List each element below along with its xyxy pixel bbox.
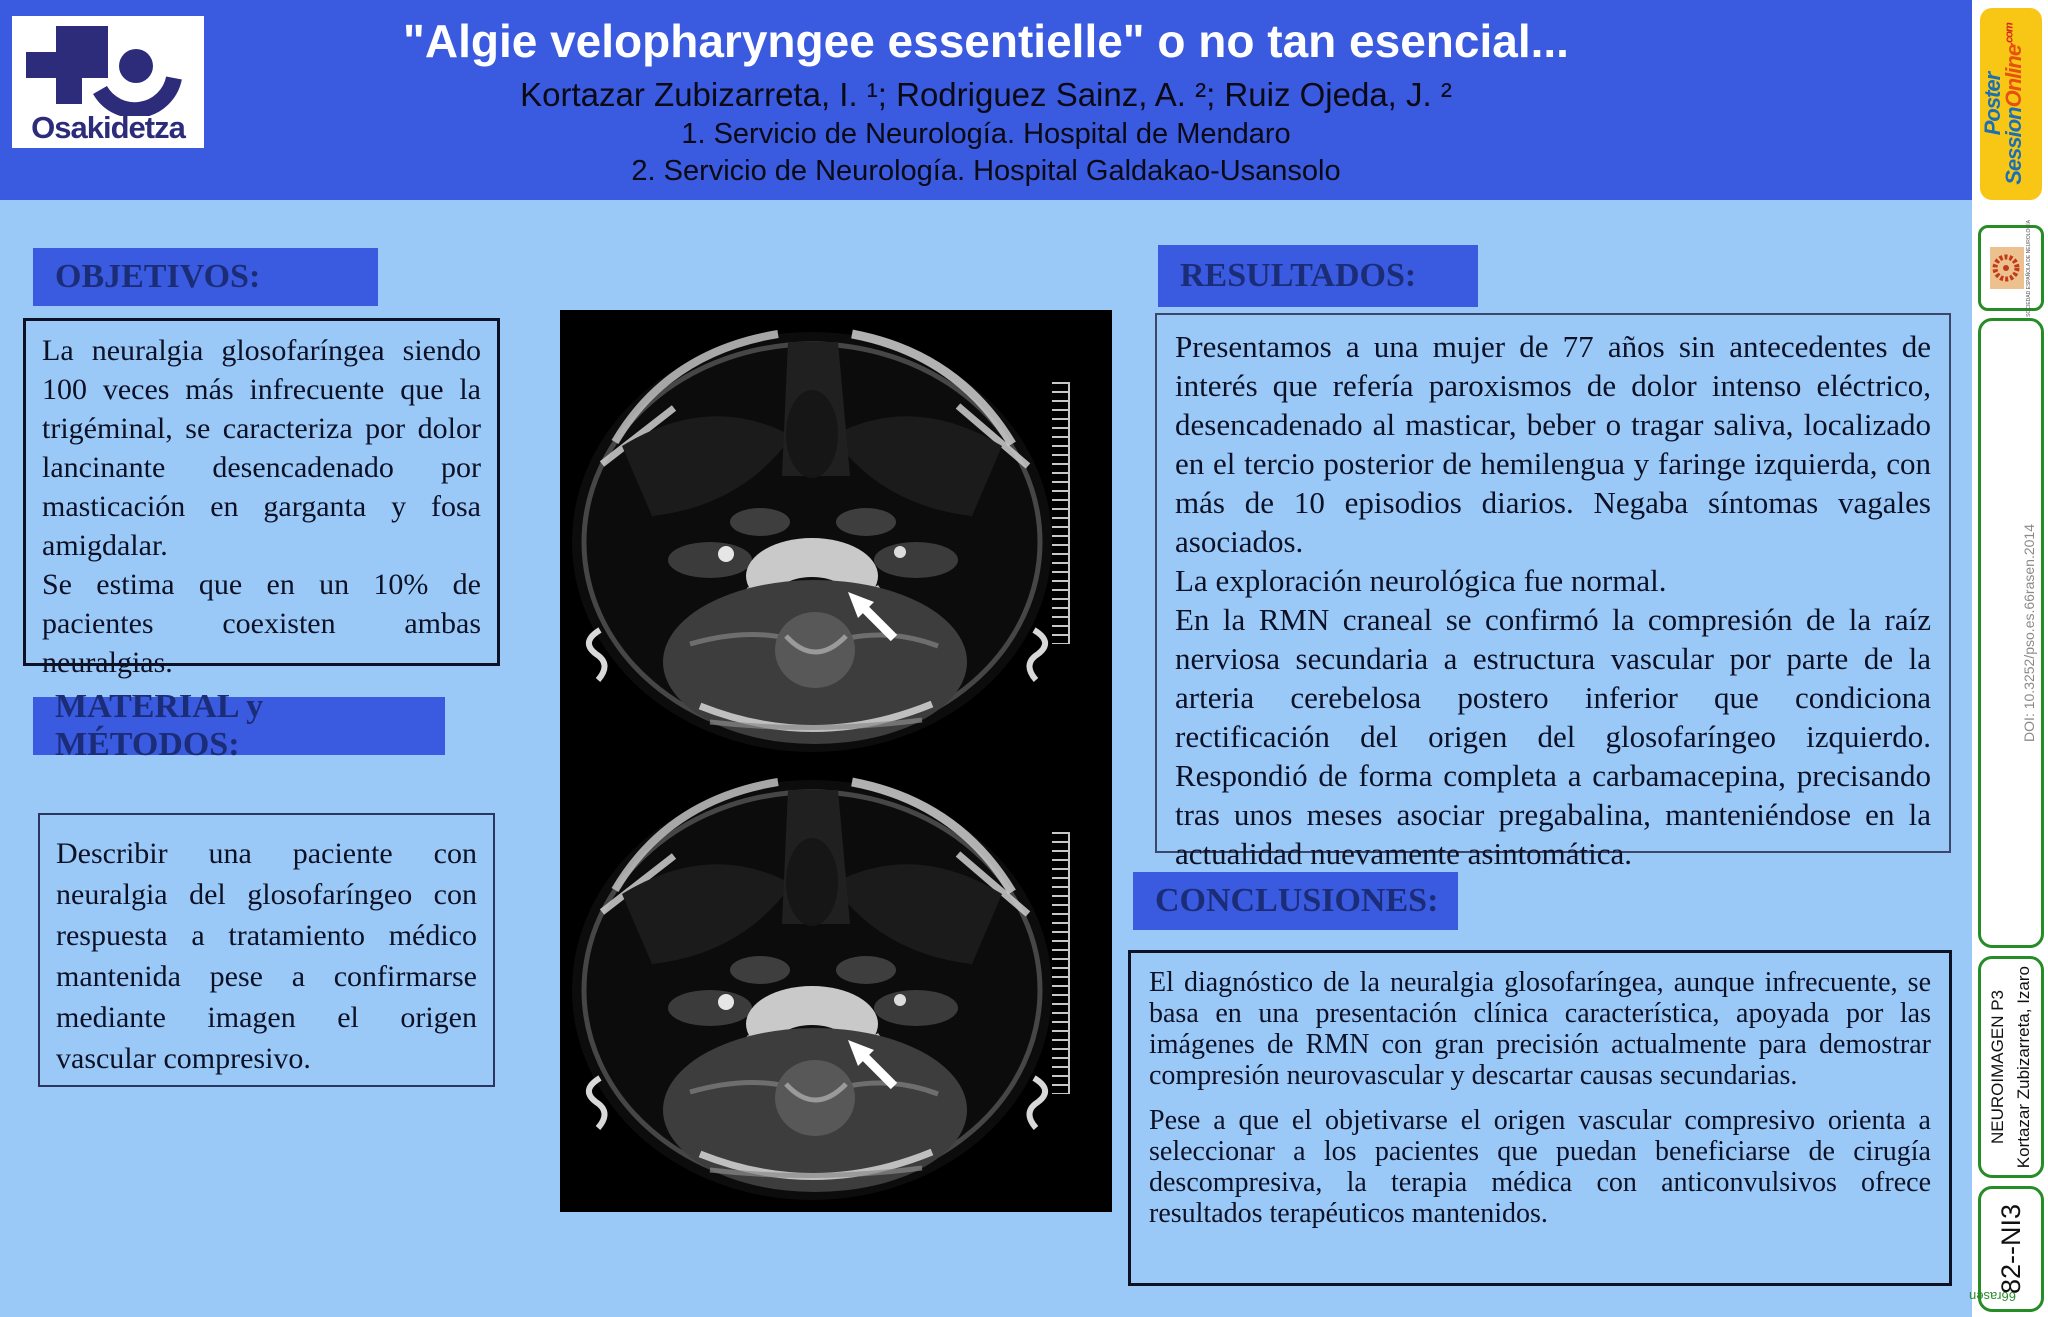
mri-axial-slice-1	[560, 314, 1076, 754]
material-paragraph: Describir una paciente con neuralgia del glosofaríngeo con respuesta a tratamiento médico mantenida pese a confirmarse mediante imagen el origen vascular compresivo.	[56, 837, 477, 1075]
pso-poster-text: Poster	[1980, 72, 2005, 136]
sen-brain-icon	[1990, 247, 2024, 289]
osakidetza-wordmark: Osakidetza	[31, 110, 185, 145]
doi-text: DOI: 10.3252/pso.es.66rasen.2014	[2021, 524, 2037, 742]
poster-title: "Algie velopharyngee essentielle" o no tan esencial...	[403, 15, 1569, 67]
objetivos-text-box	[23, 318, 500, 679]
resultados-paragraph: Presentamos a una mujer de 77 años sin antecedentes de interés que refería paroxismos de dolor intenso eléctrico, desencadenado al masticar, beber o tragar saliva, localizado en el tercio posterior de hemilengua y faringe izquierda, con más de 10 episodios diarios. Negaba síntomas vagales asociados.	[1175, 329, 1931, 559]
pso-online-text: Online	[2000, 44, 2026, 108]
congress-code: 66rasen	[1969, 1289, 2016, 1304]
resultados-paragraph: La exploración neurológica fue normal.	[1175, 563, 1667, 598]
mri-scale-ruler	[1052, 382, 1070, 644]
conclusiones-paragraph: El diagnóstico de la neuralgia glosofaríngea, aunque infrecuente, se basa en una presentación clínica característica, apoyada por las imágenes de RMN con gran precisión actualmente para demostrar compresión neurovascular y descartar causas secundarias.	[1149, 967, 1931, 1091]
objetivos-heading: OBJETIVOS:	[33, 248, 378, 306]
affiliation-2: 2. Servicio de Neurología. Hospital Galdakao-Usansolo	[631, 155, 1341, 187]
osakidetza-cross-icon	[12, 16, 204, 116]
postersessiononline-logo	[1980, 8, 2042, 200]
mri-axial-slice-2	[560, 762, 1076, 1202]
material-text-box	[38, 813, 495, 1087]
conclusiones-paragraph: Pese a que el objetivarse el origen vascular compresivo orienta a seleccionar a los pacientes que puedan beneficiarse de cirugía descompresiva, la terapia médica con anticonvulsivos ofrece resultados terapéuticos mantenidos.	[1149, 1105, 1931, 1229]
presenter-name: Kortazar Zubizarreta, Izaro	[2014, 965, 2033, 1169]
material-heading: MATERIAL y MÉTODOS:	[33, 697, 445, 755]
resultados-paragraph: En la RMN craneal se confirmó la compresión de la raíz nerviosa secundaria a estructura vascular por parte de la arteria cerebelosa postero inferior que condiciona rectificación del origen del glosofaríngeo izquierdo. Respondió de forma completa a carbamacepina, precisando tras unos meses asociar pregabalina, manteniéndose en la actualidad nuevamente asintomática.	[1175, 602, 1931, 871]
congress-sidebar	[1969, 0, 2048, 1317]
pso-session-text: Session	[2000, 107, 2026, 185]
osakidetza-logo	[12, 16, 204, 148]
poster-header	[0, 0, 1972, 200]
resultados-heading: RESULTADOS:	[1158, 245, 1478, 307]
doi-box	[1978, 318, 2044, 948]
sen-society-logo	[1978, 219, 2044, 317]
resultados-text-box	[1155, 313, 1951, 871]
poster-code-box	[1969, 1186, 2044, 1312]
sen-caption: SOCIEDAD ESPAÑOLA DE NEUROLOGÍA	[2026, 219, 2032, 317]
conclusiones-text-box	[1128, 950, 1952, 1286]
session-label: NEUROIMAGEN P3	[1988, 990, 2007, 1144]
mri-scale-ruler	[1052, 832, 1070, 1094]
objetivos-paragraph: Se estima que en un 10% de pacientes coexisten ambas neuralgias.	[42, 568, 481, 679]
session-box	[1978, 956, 2044, 1178]
poster-code: 82--NI3	[1995, 1203, 2026, 1295]
mri-figure-block	[560, 310, 1112, 1212]
objetivos-paragraph: La neuralgia glosofaríngea siendo 100 veces más infrecuente que la trigéminal, se caracteriza por dolor lancinante desencadenado por masticación en garganta y fosa amigdalar.	[42, 334, 481, 562]
affiliation-1: 1. Servicio de Neurología. Hospital de Mendaro	[681, 118, 1291, 150]
pso-com-text: .com	[2003, 23, 2016, 45]
poster-authors: Kortazar Zubizarreta, I. ¹; Rodriguez Sainz, A. ²; Ruiz Ojeda, J. ²	[520, 76, 1452, 113]
conclusiones-heading: CONCLUSIONES:	[1133, 872, 1458, 930]
